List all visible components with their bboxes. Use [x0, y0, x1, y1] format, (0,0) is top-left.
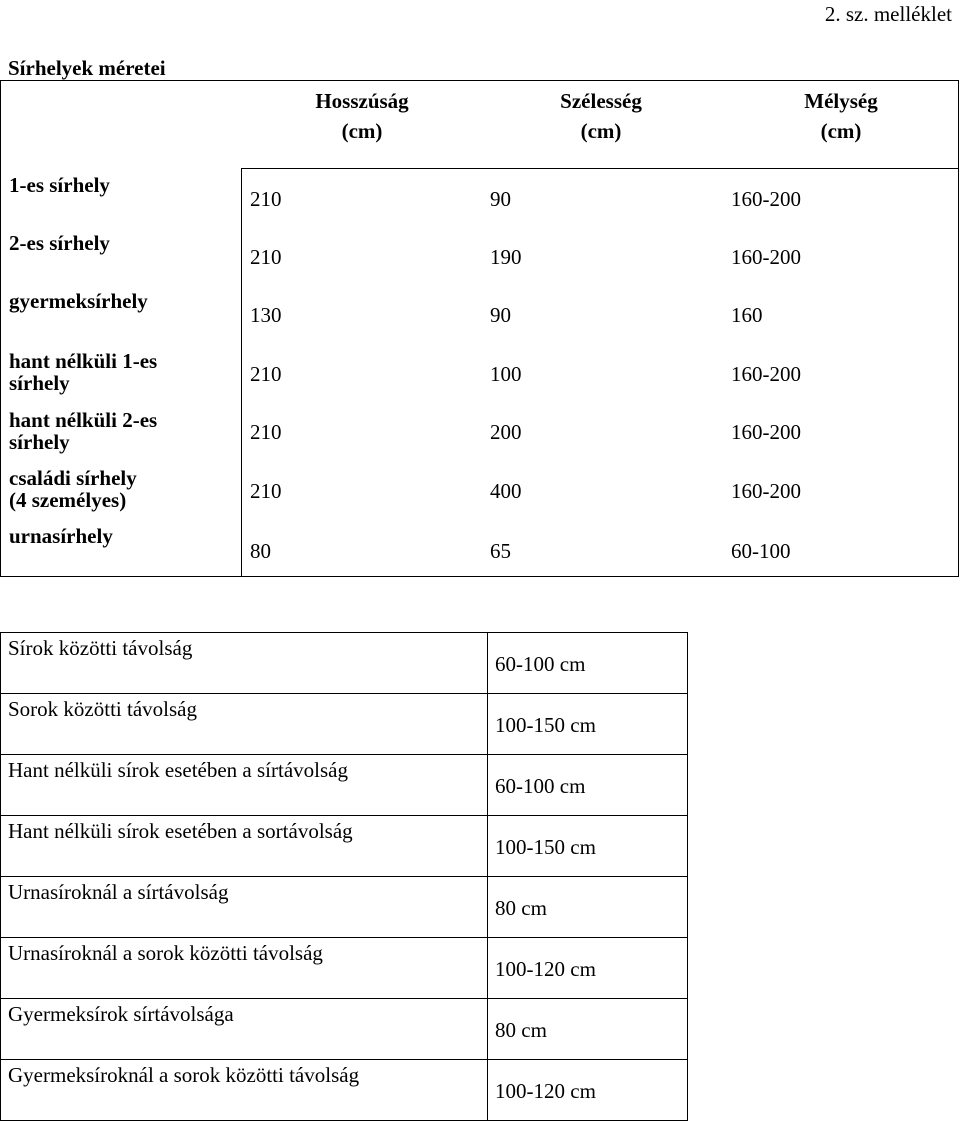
- distance-label: Urnasíroknál a sírtávolság: [1, 877, 488, 938]
- row-label: urnasírhely: [9, 524, 113, 548]
- distance-value: 80 cm: [488, 877, 688, 938]
- cell-width: 400: [490, 479, 522, 503]
- cell-length: 210: [250, 187, 282, 211]
- grave-sizes-table: [0, 80, 959, 577]
- cell-width: 100: [490, 362, 522, 386]
- distance-value: 60-100 cm: [488, 755, 688, 816]
- distance-label: Gyermeksíroknál a sorok közötti távolság: [1, 1060, 488, 1121]
- cell-depth: 160-200: [731, 420, 801, 444]
- table-row: [1, 694, 688, 755]
- cell-depth: 160-200: [731, 362, 801, 386]
- distance-value: 60-100 cm: [488, 633, 688, 694]
- distance-label: Gyermeksírok sírtávolsága: [1, 999, 488, 1060]
- table-row: [1, 877, 688, 938]
- row-label: hant nélküli 1-es sírhely: [9, 349, 158, 395]
- table-row: [1, 938, 688, 999]
- distance-label: Urnasíroknál a sorok közötti távolság: [1, 938, 488, 999]
- header-depth: Mélység (cm): [804, 89, 878, 143]
- cell-depth: 160-200: [731, 479, 801, 503]
- table-row: [1, 816, 688, 877]
- cell-depth: 160-200: [731, 187, 801, 211]
- distance-value: 100-120 cm: [488, 1060, 688, 1121]
- distance-label: Hant nélküli sírok esetében a sortávolság: [1, 816, 488, 877]
- cell-width: 90: [490, 303, 511, 327]
- cell-length: 130: [250, 303, 282, 327]
- distance-value: 100-150 cm: [488, 816, 688, 877]
- distance-value: 100-120 cm: [488, 938, 688, 999]
- cell-depth: 160: [731, 303, 763, 327]
- cell-length: 210: [250, 245, 282, 269]
- cell-length: 210: [250, 420, 282, 444]
- cell-width: 190: [490, 245, 522, 269]
- cell-depth: 160-200: [731, 245, 801, 269]
- cell-length: 210: [250, 362, 282, 386]
- cell-width: 90: [490, 187, 511, 211]
- header-length: Hosszúság (cm): [315, 89, 409, 143]
- distance-label: Sírok közötti távolság: [1, 633, 488, 694]
- header-divider: [241, 168, 958, 169]
- cell-width: 65: [490, 539, 511, 563]
- page-title: Sírhelyek méretei: [8, 56, 166, 80]
- distance-value: 80 cm: [488, 999, 688, 1060]
- grave-distances-table: [0, 632, 688, 1121]
- row-label: családi sírhely (4 személyes): [9, 466, 137, 512]
- distance-value: 100-150 cm: [488, 694, 688, 755]
- column-divider: [241, 168, 242, 576]
- table-row: [1, 633, 688, 694]
- row-label: 2-es sírhely: [9, 231, 110, 255]
- distance-label: Hant nélküli sírok esetében a sírtávolság: [1, 755, 488, 816]
- cell-length: 210: [250, 479, 282, 503]
- row-label: 1-es sírhely: [9, 173, 110, 197]
- table-row: [1, 999, 688, 1060]
- cell-depth: 60-100: [731, 539, 791, 563]
- table-row: [1, 1060, 688, 1121]
- header-width: Szélesség (cm): [560, 89, 642, 143]
- cell-length: 80: [250, 539, 271, 563]
- annex-label: 2. sz. melléklet: [824, 2, 952, 26]
- row-label: gyermeksírhely: [9, 289, 148, 313]
- row-label: hant nélküli 2-es sírhely: [9, 408, 158, 454]
- table-row: [1, 755, 688, 816]
- distance-label: Sorok közötti távolság: [1, 694, 488, 755]
- cell-width: 200: [490, 420, 522, 444]
